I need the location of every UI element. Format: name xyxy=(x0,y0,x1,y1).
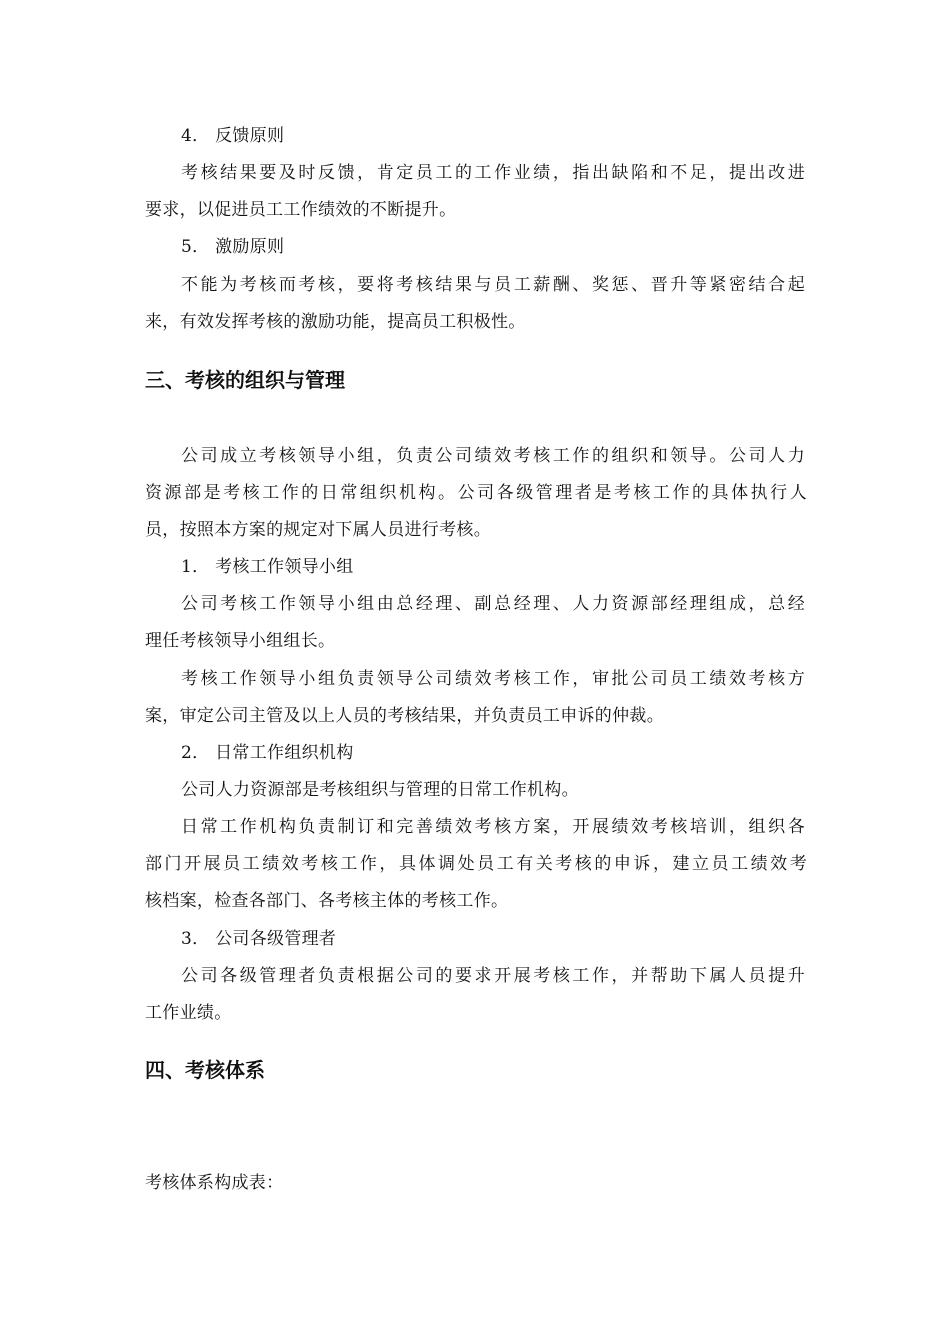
table-caption: 考核体系构成表： xyxy=(145,1173,284,1193)
item1-title: 1． 考核工作领导小组 xyxy=(181,557,354,577)
item3-title: 3． 公司各级管理者 xyxy=(181,929,337,949)
item4-line-2: 要求，以促进员工工作绩效的不断提升。 xyxy=(145,200,457,220)
section-3-heading: 三、考核的组织与管理 xyxy=(145,368,345,392)
item4-line-1: 考核结果要及时反馈，肯定员工的工作业绩，指出缺陷和不足，提出改进 xyxy=(181,163,805,183)
item2-p2-line-3: 核档案，检查各部门、各考核主体的考核工作。 xyxy=(145,891,509,911)
item2-p2-line-1: 日常工作机构负责制订和完善绩效考核方案，开展绩效考核培训，组织各 xyxy=(181,817,805,837)
item1-p2-line-2: 案，审定公司主管及以上人员的考核结果，并负责员工申诉的仲裁。 xyxy=(145,706,664,726)
item3-p1-line-1: 公司各级管理者负责根据公司的要求开展考核工作，并帮助下属人员提升 xyxy=(181,966,805,986)
item2-title: 2． 日常工作组织机构 xyxy=(181,743,354,763)
item5-line-2: 来，有效发挥考核的激励功能，提高员工积极性。 xyxy=(145,312,526,332)
item2-p2-line-2: 部门开展员工绩效考核工作，具体调处员工有关考核的申诉，建立员工绩效考 xyxy=(145,854,807,874)
section-3-intro-line-3: 员，按照本方案的规定对下属人员进行考核。 xyxy=(145,520,491,540)
item4-title: 4． 反馈原则 xyxy=(181,126,285,146)
item1-p1-line-1: 公司考核工作领导小组由总经理、副总经理、人力资源部经理组成，总经 xyxy=(181,594,805,614)
section-3-intro-line-1: 公司成立考核领导小组，负责公司绩效考核工作的组织和领导。公司人力 xyxy=(181,446,805,466)
item1-p1-line-2: 理任考核领导小组组长。 xyxy=(145,631,336,651)
item2-p1-line-1: 公司人力资源部是考核组织与管理的日常工作机构。 xyxy=(181,780,579,800)
item1-p2-line-1: 考核工作领导小组负责领导公司绩效考核工作，审批公司员工绩效考核方 xyxy=(181,669,805,689)
item5-title: 5． 激励原则 xyxy=(181,237,285,257)
section-4-heading: 四、考核体系 xyxy=(145,1058,265,1082)
item5-line-1: 不能为考核而考核，要将考核结果与员工薪酬、奖惩、晋升等紧密结合起 xyxy=(181,275,805,295)
item3-p1-line-2: 工作业绩。 xyxy=(145,1003,232,1023)
section-3-intro-line-2: 资源部是考核工作的日常组织机构。公司各级管理者是考核工作的具体执行人 xyxy=(145,483,807,503)
